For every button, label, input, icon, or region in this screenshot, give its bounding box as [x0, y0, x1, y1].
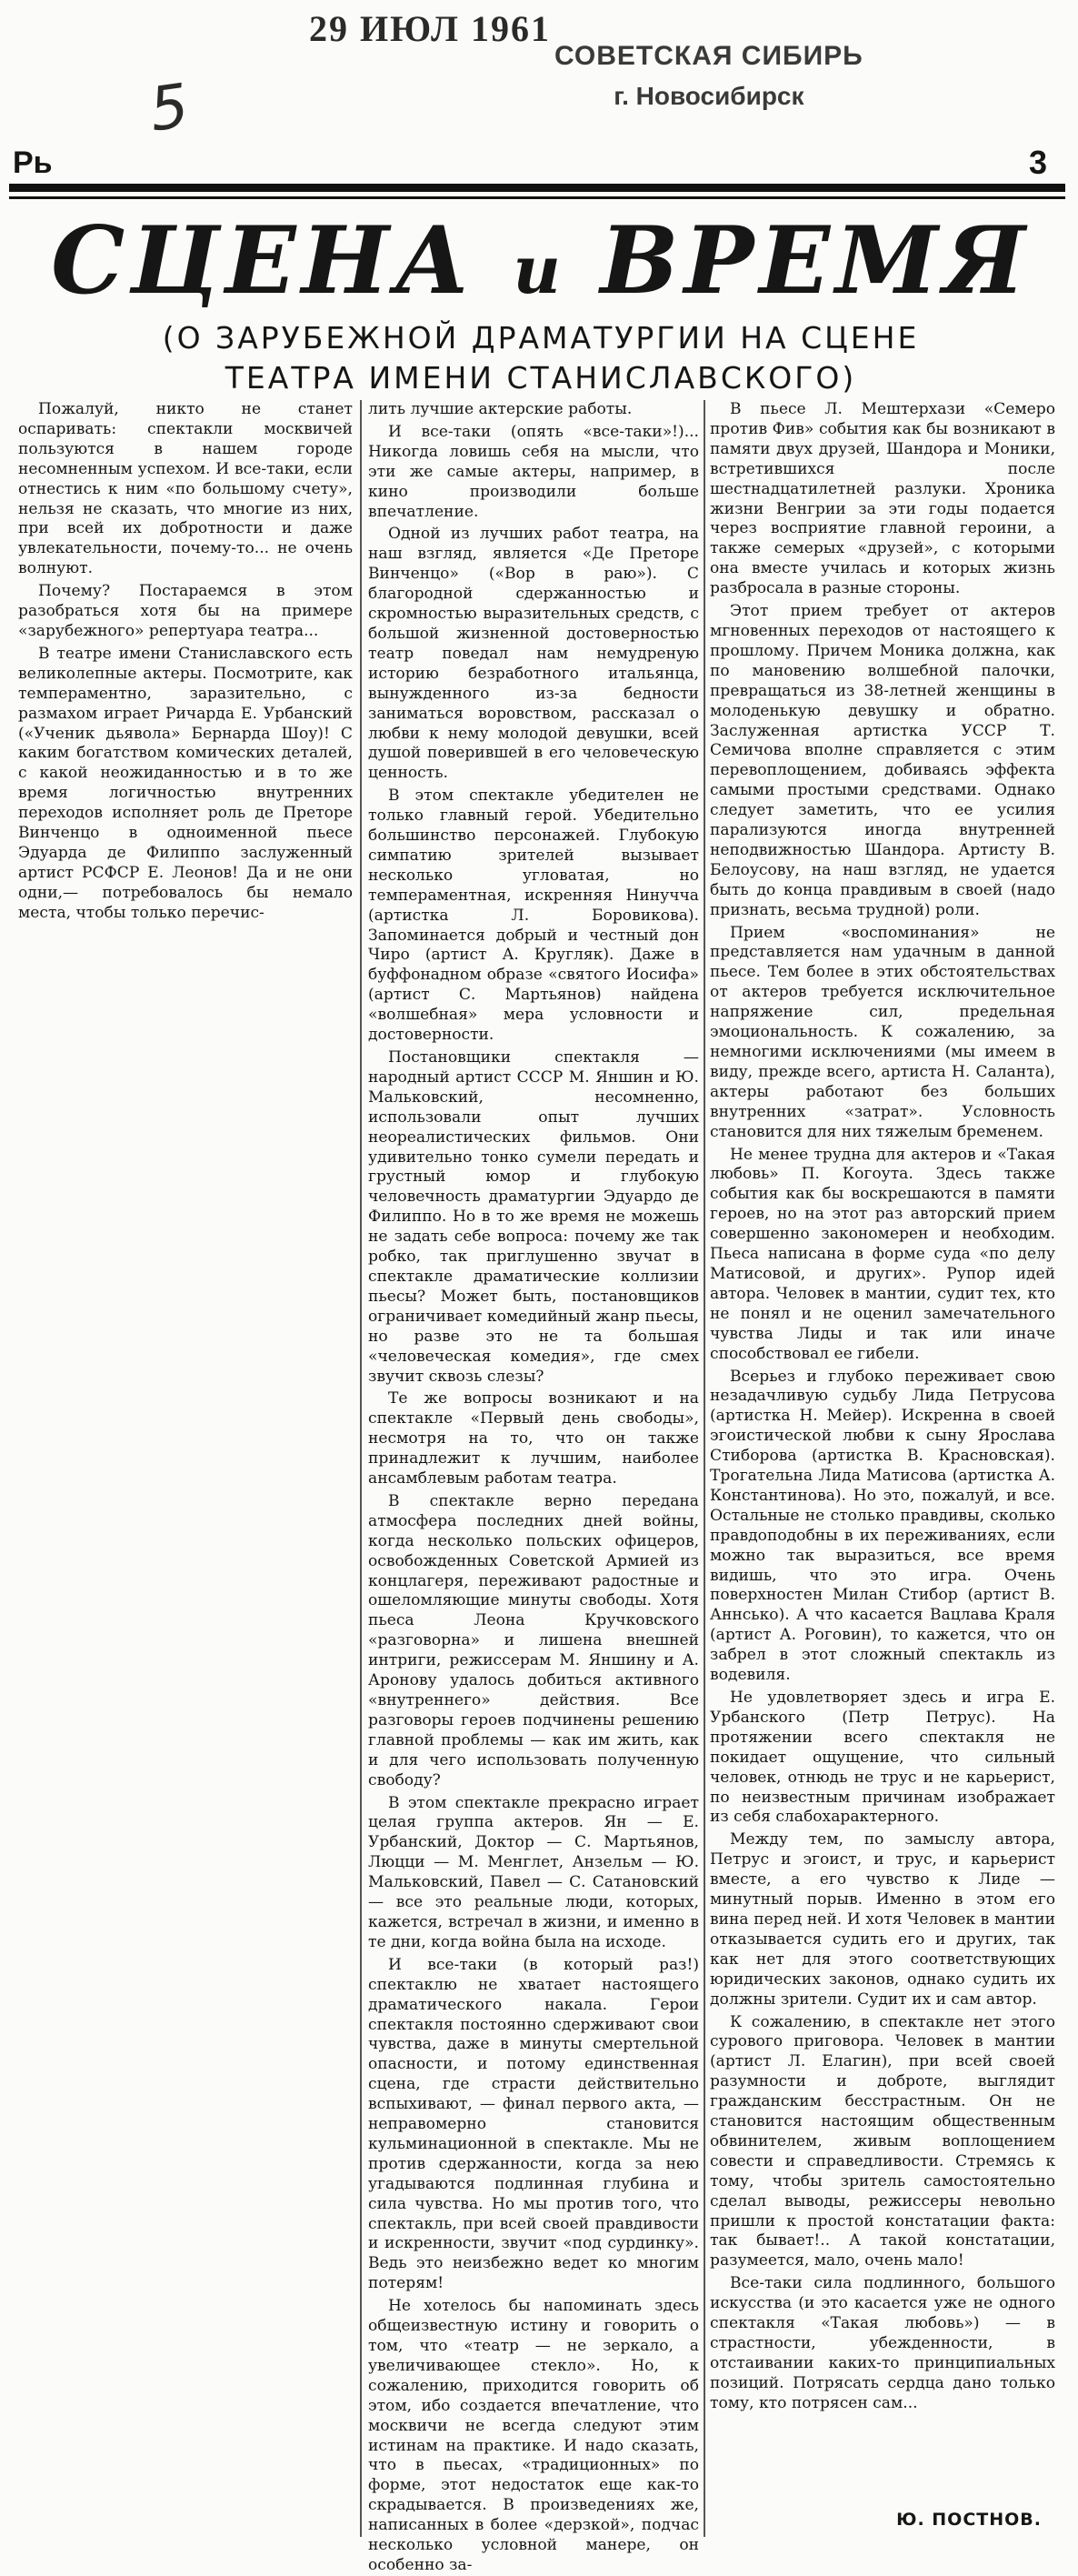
paragraph: лить лучшие актерские работы.: [368, 400, 633, 418]
column-divider-2: [704, 400, 705, 2537]
paragraph: В этом спектакле убедителен не только главный герой. Убедительно большинство персонажей. Глубокую симпатию зрителей вызывает несколько угловатая, но темпераментная, искренняя Нинучча (артистка Л. Боровикова). Запоминается добрый и честный дон Чиро (артист А. Кругляк). Даже в буффонадном образе «святого Иосифа» (артист С. Мартьянов) найдена «волшебная» мера условности и достоверности.: [368, 787, 699, 1045]
headline-word-2: ВРЕМЯ: [600, 206, 1031, 316]
folio-left: Рь: [13, 145, 53, 180]
paragraph: К сожалению, в спектакле нет этого сурового приговора. Человек в мантии (артист Л. Елагин), при всей своей разумности и доброте, выглядит гражданским бесстрастным. Он не становится настоящим общественным обвинителем, живым воплощением совести и справедливости. Стремясь к тому, чтобы зритель самостоятельно сделал выводы, режиссеры невольно пришли к простой констатации факта: так бывает!.. А такой констатации, разумеется, мало, очень мало!: [710, 2012, 1055, 2270]
headline-word-1: СЦЕНА: [51, 206, 476, 316]
paragraph: В спектакле верно передана атмосфера последних дней войны, когда несколько польских офицеров, освобожденных Советской Армией из концлагеря, переживают радостные и ошеломляющие минуты свободы. Хотя пьеса Леона Кручковского «разговорна» и лишена внешней интриги, режиссерам М. Яншину и А. Аронову удалось добиться активного «внутреннего» действия. Все разговоры героев подчинены решению главной проблемы — как им жить, как и для чего использовать полученную свободу?: [368, 1491, 699, 1789]
source-newspaper: СОВЕТСКАЯ СИБИРЬ: [554, 41, 863, 71]
paragraph: Не хотелось бы напоминать здесь общеизвестную истину и говорить о том, что «театр — не зеркало, а увеличивающее стекло». Но, к сожалению, приходится говорить об этом, ибо создается впечатление, что москвичи не всегда следуют этим истинам на практике. И надо сказать, что в пьесах, «традиционных» по форме, этот недостаток еще как-то скрадывается. В произведениях же, написанных в более «дерзкой», подчас несколько условной манере, он особенно за-: [368, 2297, 699, 2574]
source-city: г. Новосибирск: [614, 82, 804, 110]
paragraph: И все-таки (опять «все-таки»!)... Никогда ловишь себя на мысли, что эти же самые актеры, например, в кино производили больше впечатление.: [368, 422, 699, 521]
paragraph: Не удовлетворяет здесь и игра Е. Урбанского (Петр Петрус). На протяжении всего спектакля не покидает ощущение, что сильный человек, отнюдь не трус и не карьерист, по неизвестным причинам изображает из себя слабохарактерного.: [710, 1689, 1055, 1827]
article-subtitle: [55, 318, 1027, 398]
source-stamp: [554, 36, 863, 116]
top-rule-thin: [9, 196, 1065, 199]
author-signature: Ю. ПОСТНОВ.: [896, 2510, 1042, 2530]
paragraph: Постановщики спектакля — народный артист СССР М. Яншин и Ю. Мальковский, несомненно, использовали опыт лучших неореалистических фильмов. Они удивительно тонко сумели передать и грустный юмор и глубокую человечность драматургии Эдуардо де Филиппо. Но в то же время не можешь не задать себе вопроса: почему же так робко, так приглушенно звучат в спектакле драматические коллизии пьесы? Может быть, постановщиков ограничивает комедийный жанр пьесы, но разве это не та большая «человеческая комедия», где смех звучит сквозь слезы?: [368, 1048, 699, 1386]
paragraph: В пьесе Л. Мештерхази «Семеро против Фив» события как бы возникают в памяти двух друзей, Шандора и Моники, встретившихся после шестнадцатилетней разлуки. Хроника жизни Венгрии за эти годы подается через восприятие главной героини, а также семерых «друзей», с которыми она вместе училась и которых жизнь разбросала в разные стороны.: [710, 400, 1055, 598]
handwritten-number: 5: [145, 70, 194, 145]
paragraph: Все-таки сила подлинного, большого искусства (и это касается уже не одного спектакля «Такая любовь») — в страстности, убежденности, в отстаивании каких-то принципиальных позиций. Потрясать сердца дано только тому, кто потрясен сам...: [710, 2274, 1055, 2412]
paragraph: Не менее трудна для актеров и «Такая любовь» П. Когоута. Здесь также события как бы воскрешаются в памяти героев, но на этот раз авторский прием совершенно закономерен и необходим. Пьеса написана в форме суда «по делу Матисовой, и других». Рупор идей автора. Человек в мантии, судит тех, кто не понял и не оценил замечательного чувства Лиды и так или иначе способствовал ее гибели.: [710, 1145, 1055, 1363]
article-column-2: [368, 400, 699, 2574]
paragraph: Всерьез и глубоко переживает свою незадачливую судьбу Лида Петрусова (артистка Н. Мейер). Искренна в своей эгоистической любви к сыну Ярослава Стиборова (артистка В. Красновская). Трогательна Лида Матисова (артистка А. Константинова). Но это, пожалуй, и все. Остальные не столько правдивы, сколько правдоподобны в их переживаниях, если можно так выразиться, все время видишь, что это игра. Очень поверхностен Милан Стибор (артист В. Аннсько). А что касается Вацлава Краля (артист А. Роговин), то кажется, что он забрел в этот сложный спектакль из водевиля.: [710, 1367, 1055, 1685]
date-stamp: 29 ИЮЛ 1961: [309, 8, 551, 49]
paragraph: Одной из лучших работ театра, на наш взгляд, является «Де Преторе Винченцо» («Вор в раю»). С благородной сдержанностью и скромностью выразительных средств, с большой жизненной достоверностью театр поведал нам немудреную историю безработного итальянца, вынужденного из-за бедности заниматься воровством, рассказал о любви к нему молодой девушки, всей душой поверившей в его человеческую ценность.: [368, 525, 699, 783]
article-column-3: [710, 400, 1055, 2528]
subtitle-line-1: (О ЗАРУБЕЖНОЙ ДРАМАТУРГИИ НА СЦЕНЕ: [162, 320, 920, 356]
paragraph: Прием «воспоминания» не представляется нам удачным в данной пьесе. Тем более в этих обстоятельствах от актеров требуется исключительное напряжение сил, предельная эмоциональность. К сожалению, за немногими исключениями (мы имеем в виду, прежде всего, артиста Н. Саланта), актеры работают без больших внутренних «затрат». Условность становится для них тяжелым бременем.: [710, 923, 1055, 1141]
paragraph: Этот прием требует от актеров мгновенных переходов от настоящего к прошлому. Причем Моника должна, как по мановению волшебной палочки, превращаться из 38-летней женщины в молоденькую девушку и обратно. Заслуженная артистка УССР Т. Семичова вполне справляется с этим перевоплощением, добиваясь эффекта самыми простыми средствами. Однако следует заметить, что ее усилия парализуются иногда внутренней неподвижностью Шандора. Артисту В. Белоусову, на наш взгляд, не удается быть до конца правдивым в своей (надо признать, весьма трудной) роли.: [710, 602, 1055, 919]
paragraph: В театре имени Станиславского есть великолепные актеры. Посмотрите, как темпераментно, заразительно, с размахом играет Ричарда Е. Урбанский («Ученик дьявола» Бернарда Шоу)! С каким богатством комических деталей, с какой неожиданностью и в то же время логичностью внутренних переходов исполняет роль де Преторе Винченцо в одноименной пьесе Эдуарда де Филиппо заслуженный артист РСФСР Е. Леонов! Да и не они одни,— потребовалось бы немало места, чтобы только перечис-: [18, 644, 353, 922]
paragraph: В этом спектакле прекрасно играет целая группа актеров. Ян — Е. Урбанский, Доктор — С. Мартьянов, Люцци — М. Менглет, Анзельм — Ю. Мальковский, Павел — С. Сатановский — все это реальные люди, которых, кажется, встречал в жизни, и именно в те дни, когда война была на исходе.: [368, 1793, 699, 1951]
column-divider-1: [360, 400, 362, 2537]
paragraph: Между тем, по замыслу автора, Петрус и эгоист, и трус, и карьерист вместе, а его чувство к Лиде — минутный порыв. Именно в этом его вина перед ней. И хотя Человек в мантии отказывается судить его и других, так как нет для этого соответствующих юридических законов, однако судить их должны зрители. Судит их и сам автор.: [710, 1830, 1055, 2009]
article-column-1: [18, 400, 353, 1000]
article-headline: [36, 202, 1045, 329]
paragraph: Пожалуй, никто не станет оспаривать: спектакли москвичей пользуются в нашем городе несомненным успехом. И все-таки, если отнестись к ним «по большому счету», нельзя не сказать, что многие из них, при всей их добротности и даже увлекательности, почему-то... не очень волнуют.: [18, 400, 353, 578]
paragraph: Почему? Постараемся в этом разобраться хотя бы на примере «зарубежного» репертуара театра...: [18, 582, 353, 640]
paragraph: И все-таки (в который раз!) спектаклю не хватает настоящего драматического накала. Герои спектакля постоянно сдерживают свои чувства, даже в минуты смертельной опасности, и потому единственная сцена, где страсти действительно вспыхивают, — финал первого акта, — неправомерно становится кульминационной в спектакле. Мы не против сдержанности, когда за нею угадываются подлинная глубина и сила чувства. Но мы против того, что спектакль, при всей своей правдивости и искренности, звучит «под сурдинку». Ведь это неизбежно ведет ко многим потерям!: [368, 1955, 699, 2293]
page-number: 3: [1028, 144, 1047, 181]
headline-conjunction: и: [513, 231, 563, 308]
top-rule-thick: [9, 184, 1065, 192]
paragraph: Те же вопросы возникают и на спектакле «Первый день свободы», несмотря на то, что он также принадлежит к лучшим, наиболее ансамблевым работам театра.: [368, 1389, 699, 1488]
subtitle-line-2: ТЕАТРА ИМЕНИ СТАНИСЛАВСКОГО): [225, 360, 857, 396]
